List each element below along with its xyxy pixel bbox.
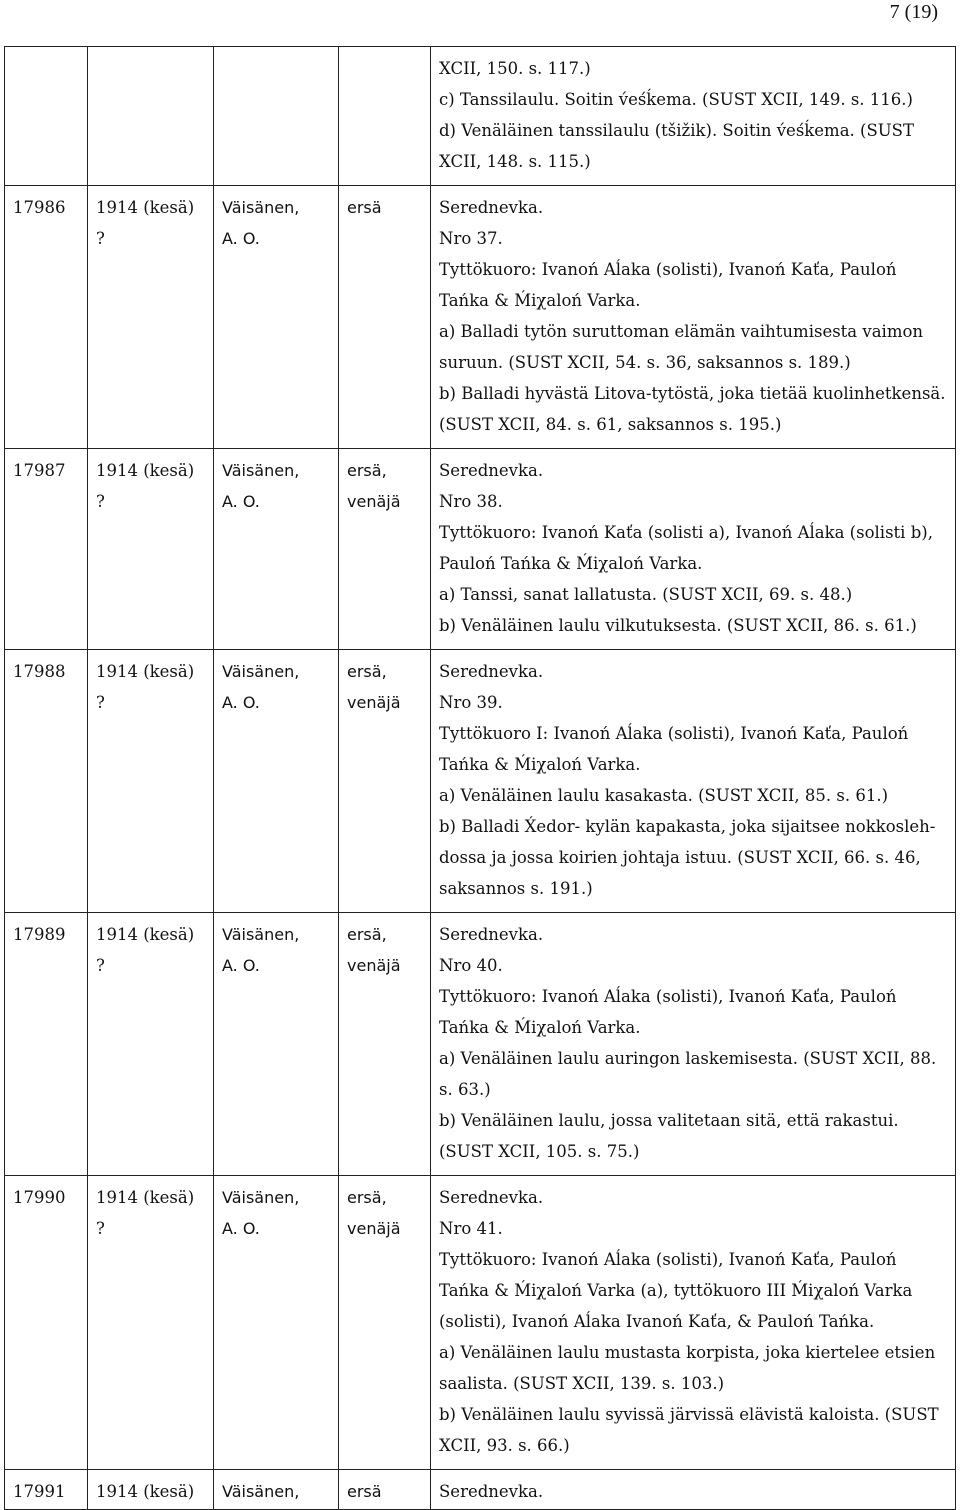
language-line: venäjä [347,693,401,712]
language-cell [338,1176,430,1470]
description-line: XCII, 93. s. 66.) [439,1436,570,1455]
collector-line [222,84,338,115]
record-number-text: 17991 [13,1482,66,1501]
description-line: Serednevka. [439,461,544,480]
record-number-cell [4,449,87,650]
language-line: venäjä [347,1219,401,1238]
collector-line: A. O. [222,956,260,975]
table-row [4,186,956,449]
recording-date-cell [87,913,213,1176]
recording-date-line: ? [96,229,105,248]
recording-date-line: 1914 (kesä) [96,1188,195,1207]
description-line: XCII, 148. s. 115.) [439,152,591,171]
collector-line: Väisänen, [222,461,300,480]
recording-date-cell [87,47,213,186]
description-line: XCII, 150. s. 117.) [439,59,591,78]
description-line: Tyttökuoro: Ivanoń Aĺaka (solisti), Ivanoń Kaťa, Pauloń [439,987,897,1006]
record-number-text: 17987 [13,461,66,480]
description-line: Tańka & Ḿiχaloń Varka. [439,1018,641,1037]
collector-cell [213,1176,338,1470]
description-line: Serednevka. [439,662,544,681]
recording-date-line: ? [96,492,105,511]
description-line: Serednevka. [439,925,544,944]
language-line: ersä, [347,662,387,681]
collector-line: A. O. [222,492,260,511]
description-line: d) Venäläinen tanssilaulu (tšižik). Soitin v́eśḱema. (SUST [439,121,914,140]
page-number: 7 (19) [889,1,938,23]
recording-date-line: ? [96,956,105,975]
collector-cell [213,1470,338,1510]
table-row [4,47,956,186]
collector-cell [213,47,338,186]
description-line: Nro 41. [439,1219,503,1238]
description-line: Serednevka. [439,1482,544,1501]
collector-line: A. O. [222,229,260,248]
record-number-cell [4,913,87,1176]
collector-line: A. O. [222,693,260,712]
collector-cell [213,186,338,449]
record-number-text: 17989 [13,925,66,944]
language-line [347,53,430,84]
description-line: Serednevka. [439,1188,544,1207]
recording-date-line: 1914 (kesä) [96,461,195,480]
recording-date-cell [87,186,213,449]
description-line: Tyttökuoro: Ivanoń Aĺaka (solisti), Ivanoń Kaťa, Pauloń [439,260,897,279]
collector-line: Väisänen, [222,1188,300,1207]
language-line [347,223,430,254]
description-cell [430,1176,956,1470]
record-number-cell [4,1470,87,1510]
description-line: suruun. (SUST XCII, 54. s. 36, saksannos s. 189.) [439,353,851,372]
description-line: Serednevka. [439,198,544,217]
record-number-text: 17988 [13,662,66,681]
recording-date-cell [87,1470,213,1510]
table-row [4,913,956,1176]
description-cell [430,1470,956,1510]
language-line: venäjä [347,956,401,975]
record-number-text: 17986 [13,198,66,217]
language-line: ersä, [347,925,387,944]
description-cell [430,47,956,186]
description-line: Tańka & Ḿiχaloń Varka. [439,755,641,774]
description-cell [430,449,956,650]
description-line: a) Balladi tytön suruttoman elämän vaihtumisesta vaimon [439,322,924,341]
description-line: b) Balladi hyvästä Litova-tytöstä, joka tietää kuolinhetkensä. [439,384,946,403]
description-cell [430,650,956,913]
record-number-cell [4,1176,87,1470]
description-line: b) Venäläinen laulu vilkutuksesta. (SUST XCII, 86. s. 61.) [439,616,917,635]
description-line: saalista. (SUST XCII, 139. s. 103.) [439,1374,725,1393]
table-row [4,1470,956,1510]
description-line: dossa ja jossa koirien johtaja istuu. (SUST XCII, 66. s. 46, [439,848,921,867]
collector-line: Väisänen, [222,198,300,217]
language-cell [338,1470,430,1510]
description-line: (SUST XCII, 84. s. 61, saksannos s. 195.) [439,415,782,434]
record-number-cell [4,650,87,913]
description-line: Nro 38. [439,492,503,511]
record-number-cell [4,47,87,186]
language-cell [338,650,430,913]
language-cell [338,449,430,650]
collector-cell [213,650,338,913]
description-line: Tańka & Ḿiχaloń Varka (a), tyttökuoro III Ḿiχaloń Varka [439,1281,913,1300]
description-line: (solisti), Ivanoń Aĺaka Ivanoń Kaťa, & Pauloń Tańka. [439,1312,875,1331]
table-row [4,650,956,913]
description-line: a) Venäläinen laulu kasakasta. (SUST XCII, 85. s. 61.) [439,786,889,805]
description-line: Tyttökuoro I: Ivanoń Aĺaka (solisti), Ivanoń Kaťa, Pauloń [439,724,909,743]
collector-line: Väisänen, [222,925,300,944]
language-line: venäjä [347,492,401,511]
description-line: b) Venäläinen laulu, jossa valitetaan sitä, että rakastui. [439,1111,899,1130]
description-line: a) Venäläinen laulu mustasta korpista, joka kiertelee etsien [439,1343,936,1362]
recording-date-cell [87,1176,213,1470]
table-row [4,449,956,650]
description-line: (SUST XCII, 105. s. 75.) [439,1142,640,1161]
description-line: c) Tanssilaulu. Soitin v́eśḱema. (SUST XCII, 149. s. 116.) [439,90,913,109]
recording-date-line: 1914 (kesä) [96,198,195,217]
description-line: Tyttökuoro: Ivanoń Aĺaka (solisti), Ivanoń Kaťa, Pauloń [439,1250,897,1269]
recording-date-line: ? [96,693,105,712]
recording-date-cell [87,449,213,650]
description-line: a) Tanssi, sanat lallatusta. (SUST XCII, 69. s. 48.) [439,585,853,604]
description-line: Nro 37. [439,229,503,248]
description-line: b) Balladi X́edor- kylän kapakasta, joka sijaitsee nokkosleh- [439,817,936,836]
recording-date-cell [87,650,213,913]
collector-line [222,53,338,84]
language-cell [338,47,430,186]
description-line: a) Venäläinen laulu auringon laskemisesta. (SUST XCII, 88. [439,1049,937,1068]
recording-date-line [96,84,213,115]
description-line: s. 63.) [439,1080,491,1099]
collector-cell [213,449,338,650]
description-line: Pauloń Tańka & Ḿiχaloń Varka. [439,554,703,573]
description-line: saksannos s. 191.) [439,879,593,898]
recording-date-line [96,53,213,84]
description-line: Nro 39. [439,693,503,712]
language-line: ersä [347,198,382,217]
language-cell [338,913,430,1176]
recording-date-line: 1914 (kesä) [96,662,195,681]
record-number-text: 17990 [13,1188,66,1207]
record-number-text [13,53,87,84]
collector-line: A. O. [222,1219,260,1238]
record-number-cell [4,186,87,449]
description-cell [430,913,956,1176]
recording-date-line: 1914 (kesä) [96,925,195,944]
recording-date-line: ? [96,1219,105,1238]
description-line: Tańka & Ḿiχaloń Varka. [439,291,641,310]
language-line [347,84,430,115]
language-line: ersä, [347,461,387,480]
recording-date-line: 1914 (kesä) [96,1482,195,1501]
collector-cell [213,913,338,1176]
language-line: ersä, [347,1188,387,1207]
description-line: b) Venäläinen laulu syvissä järvissä elävistä kaloista. (SUST [439,1405,939,1424]
language-line: ersä [347,1482,382,1501]
description-line: Tyttökuoro: Ivanoń Kaťa (solisti a), Ivanoń Aĺaka (solisti b), [439,523,933,542]
collector-line: Väisänen, [222,1482,300,1501]
table-row [4,1176,956,1470]
language-cell [338,186,430,449]
archive-table [4,46,956,1510]
description-line: Nro 40. [439,956,503,975]
collector-line: Väisänen, [222,662,300,681]
description-cell [430,186,956,449]
